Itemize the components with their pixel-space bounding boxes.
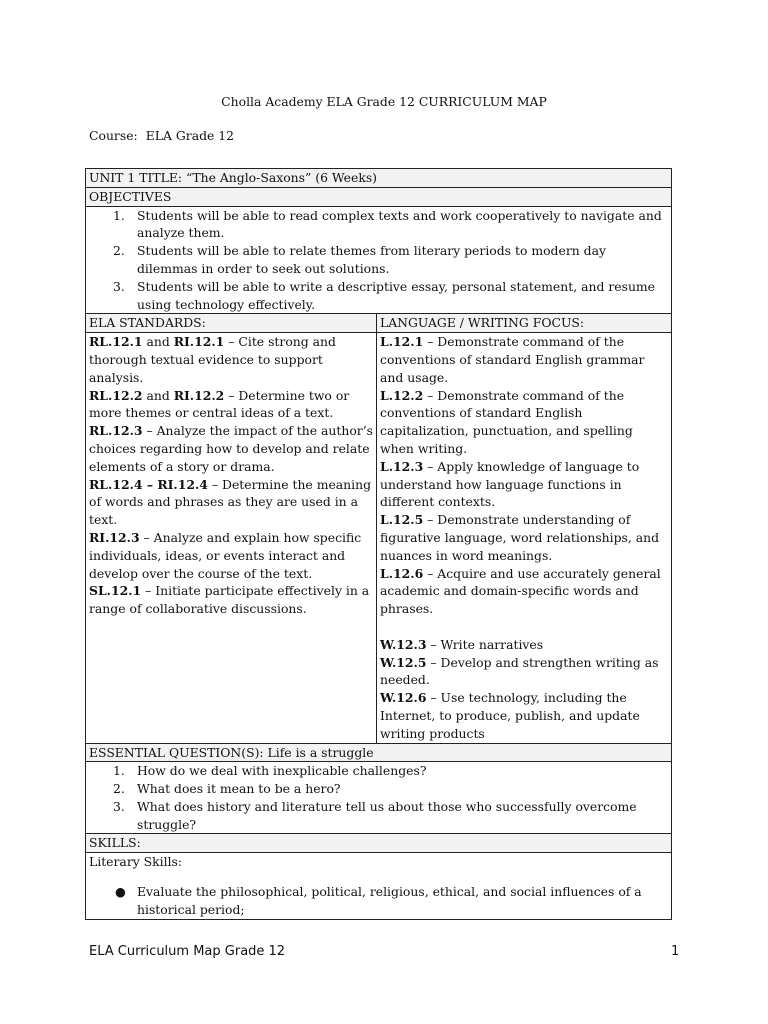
standard-item: RI.12.3 – Analyze and explain how specific individuals, ideas, or events interact and develop over the course of the text. (89, 529, 362, 581)
objectives-header: OBJECTIVES (86, 187, 672, 206)
language-item: L.12.6 – Acquire and use accurately general academic and domain-specific words and phrases. (380, 565, 661, 617)
language-item: L.12.2 – Demonstrate command of the conventions of standard English capitalization, punctuation, and spelling when writing. (380, 387, 633, 456)
essential-questions-header: ESSENTIAL QUESTION(S): Life is a struggle (86, 743, 672, 762)
page-number: 1 (671, 944, 680, 959)
skills-header: SKILLS: (86, 834, 672, 853)
ela-standards-cell (86, 333, 377, 743)
language-item: L.12.1 – Demonstrate command of the conventions of standard English grammar and usage. (380, 334, 645, 385)
essential-questions-list (89, 762, 668, 833)
language-item: L.12.3 – Apply knowledge of language to understand how language functions in different contexts. (380, 458, 640, 510)
objectives-list (89, 207, 668, 314)
writing-item: W.12.5 – Develop and strengthen writing as needed. (380, 654, 659, 688)
language-item: L.12.5 – Demonstrate understanding of figurative language, word relationships, and nuances in word meanings. (380, 512, 660, 563)
skill-item: ● Evaluate the philosophical, political, religious, ethical, and social influences of a historical period; (115, 884, 642, 917)
course-label: Course: (89, 128, 138, 143)
course-value: ELA Grade 12 (145, 128, 235, 143)
skills-cell (86, 853, 672, 919)
question-item: 2. What does it mean to be a hero? (113, 781, 341, 797)
standard-item: RL.12.3 – Analyze the impact of the author’s choices regarding how to develop and relate elements of a story or drama. (89, 423, 374, 474)
essential-questions-cell (86, 762, 672, 834)
bullet-icon: ● (115, 884, 126, 900)
objective-item: 2. Students will be able to relate themes from literary periods to modern day dilemmas in order to seek out solutions. (113, 243, 606, 276)
course-line (89, 128, 234, 144)
question-item: 3. What does history and literature tell us about those who successfully overcome struggle? (113, 798, 637, 832)
objective-item: 3. Students will be able to write a descriptive essay, personal statement, and resume using technology effectively. (113, 278, 656, 312)
literary-skills-label: Literary Skills: (89, 854, 183, 870)
unit-title: UNIT 1 TITLE: “The Anglo-Saxons” (6 Weeks) (86, 169, 672, 188)
curriculum-table (85, 168, 672, 920)
language-writing-cell (377, 333, 672, 743)
standard-item: SL.12.1 – Initiate participate effectively in a range of collaborative discussions. (89, 583, 370, 617)
objective-item: 1. Students will be able to read complex texts and work cooperatively to navigate and analyze them. (113, 207, 662, 241)
writing-item: W.12.3 – Write narratives (380, 636, 544, 652)
standard-item: RL.12.1 and RI.12.1 – Cite strong and thorough textual evidence to support analysis. (89, 334, 336, 385)
skills-list (89, 883, 668, 919)
document-title: Cholla Academy ELA Grade 12 CURRICULUM MAP (221, 94, 547, 109)
objectives-cell (86, 206, 672, 314)
footer-left: ELA Curriculum Map Grade 12 (89, 944, 286, 959)
language-writing-header: LANGUAGE / WRITING FOCUS: (377, 314, 672, 333)
standard-item: RL.12.2 and RI.12.2 – Determine two or more themes or central ideas of a text. (89, 387, 350, 421)
question-item: 1. How do we deal with inexplicable challenges? (113, 763, 427, 779)
writing-item: W.12.6 – Use technology, including the Internet, to produce, publish, and update writing products (380, 690, 640, 741)
standard-item: RL.12.4 – RI.12.4 – Determine the meaning of words and phrases as they are used in a text. (89, 476, 372, 528)
ela-standards-header: ELA STANDARDS: (86, 314, 377, 333)
